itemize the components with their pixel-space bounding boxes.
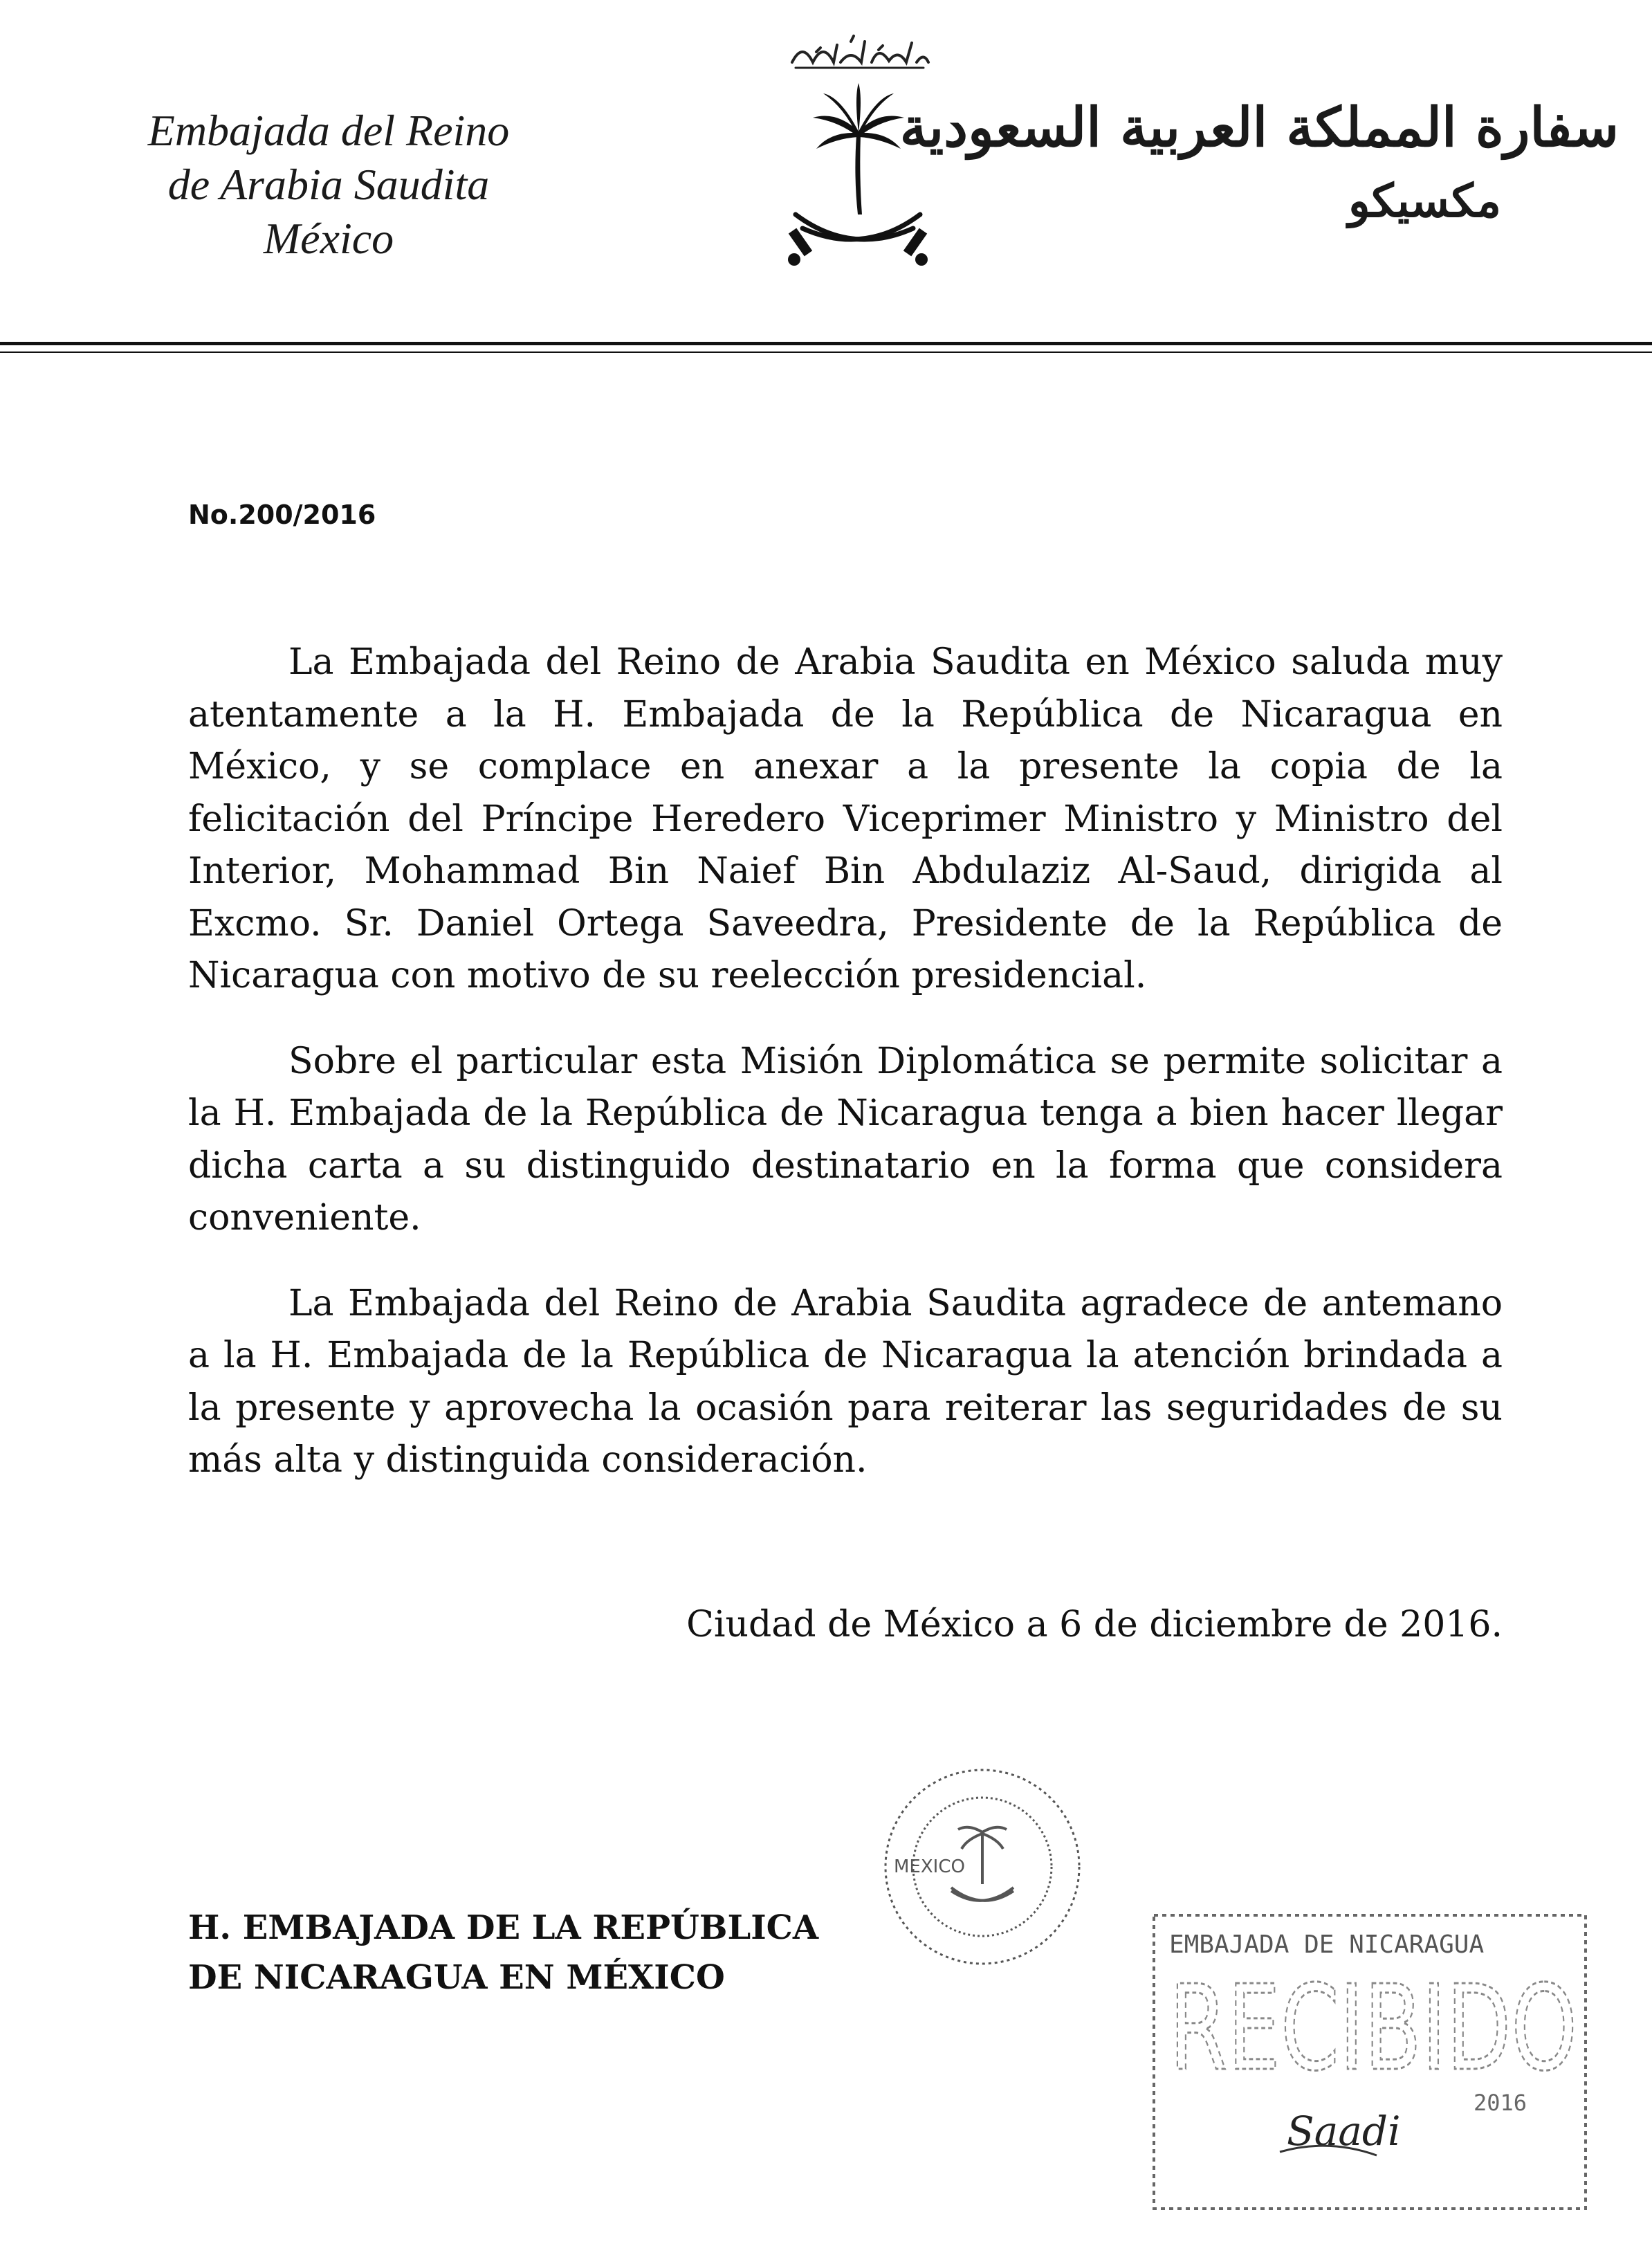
header-rule-thin bbox=[0, 352, 1652, 353]
letterhead-line-1: Embajada del Reino bbox=[147, 106, 510, 155]
seal-text: MEXICO bbox=[894, 1856, 965, 1877]
letter-body bbox=[188, 637, 1503, 1520]
recipient-line-1: H. EMBAJADA DE LA REPÚBLICA bbox=[188, 1908, 819, 1947]
stamp-date: 2016 bbox=[1474, 2090, 1527, 2116]
reception-stamp bbox=[1148, 1910, 1591, 2214]
letterhead-spanish bbox=[104, 104, 553, 266]
stamp-received-letters: RECIBIDO bbox=[1169, 1960, 1577, 2097]
header-rule-thick bbox=[0, 342, 1652, 345]
letterhead-line-2: de Arabia Saudita bbox=[167, 160, 490, 209]
stamp-signature: Saadi bbox=[1287, 2108, 1401, 2155]
date-line: Ciudad de México a 6 de diciembre de 2016. bbox=[686, 1604, 1503, 1645]
arabic-embassy-name: سفارة المملكة العربية السعودية bbox=[899, 96, 1619, 159]
paragraph-3: La Embajada del Reino de Arabia Saudita agradece de antemano a la H. Embajada de la República de Nicaragua la atención brindada a la presente y aprovecha la ocasión para reiterar las seguridades de su más alta y distinguida consideración. bbox=[188, 1282, 1503, 1481]
arabic-city-name: مكسيكو bbox=[1348, 174, 1501, 228]
letterhead-arabic bbox=[899, 90, 1619, 235]
paragraph-2: Sobre el particular esta Misión Diplomática se permite solicitar a la H. Embajada de la República de Nicaragua tenga a bien hacer llegar dicha carta a su distinguido destinatario en la forma que considera conveniente. bbox=[188, 1040, 1503, 1239]
basmala-calligraphy bbox=[792, 36, 928, 68]
recipient-block bbox=[188, 1903, 818, 2002]
stamp-header: EMBAJADA DE NICARAGUA bbox=[1169, 1930, 1485, 1959]
paragraph-1: La Embajada del Reino de Arabia Saudita en México saluda muy atentamente a la H. Embajada de la República de Nicaragua en México, y se complace en anexar a la presente la copia de la felicitación del Príncipe Heredero Viceprimer Ministro y Ministro del Interior, Mohammad Bin Naief Bin Abdulaziz Al-Saud, dirigida al Excmo. Sr. Daniel Ortega Saveedra, Presidente de la República de Nicaragua con motivo de su reelección presidencial. bbox=[188, 641, 1503, 996]
recipient-line-2: DE NICARAGUA EN MÉXICO bbox=[188, 1958, 725, 1997]
reference-number: No.200/2016 bbox=[188, 500, 376, 530]
embassy-seal-icon bbox=[879, 1763, 1086, 1971]
letterhead-line-3: México bbox=[263, 214, 394, 263]
